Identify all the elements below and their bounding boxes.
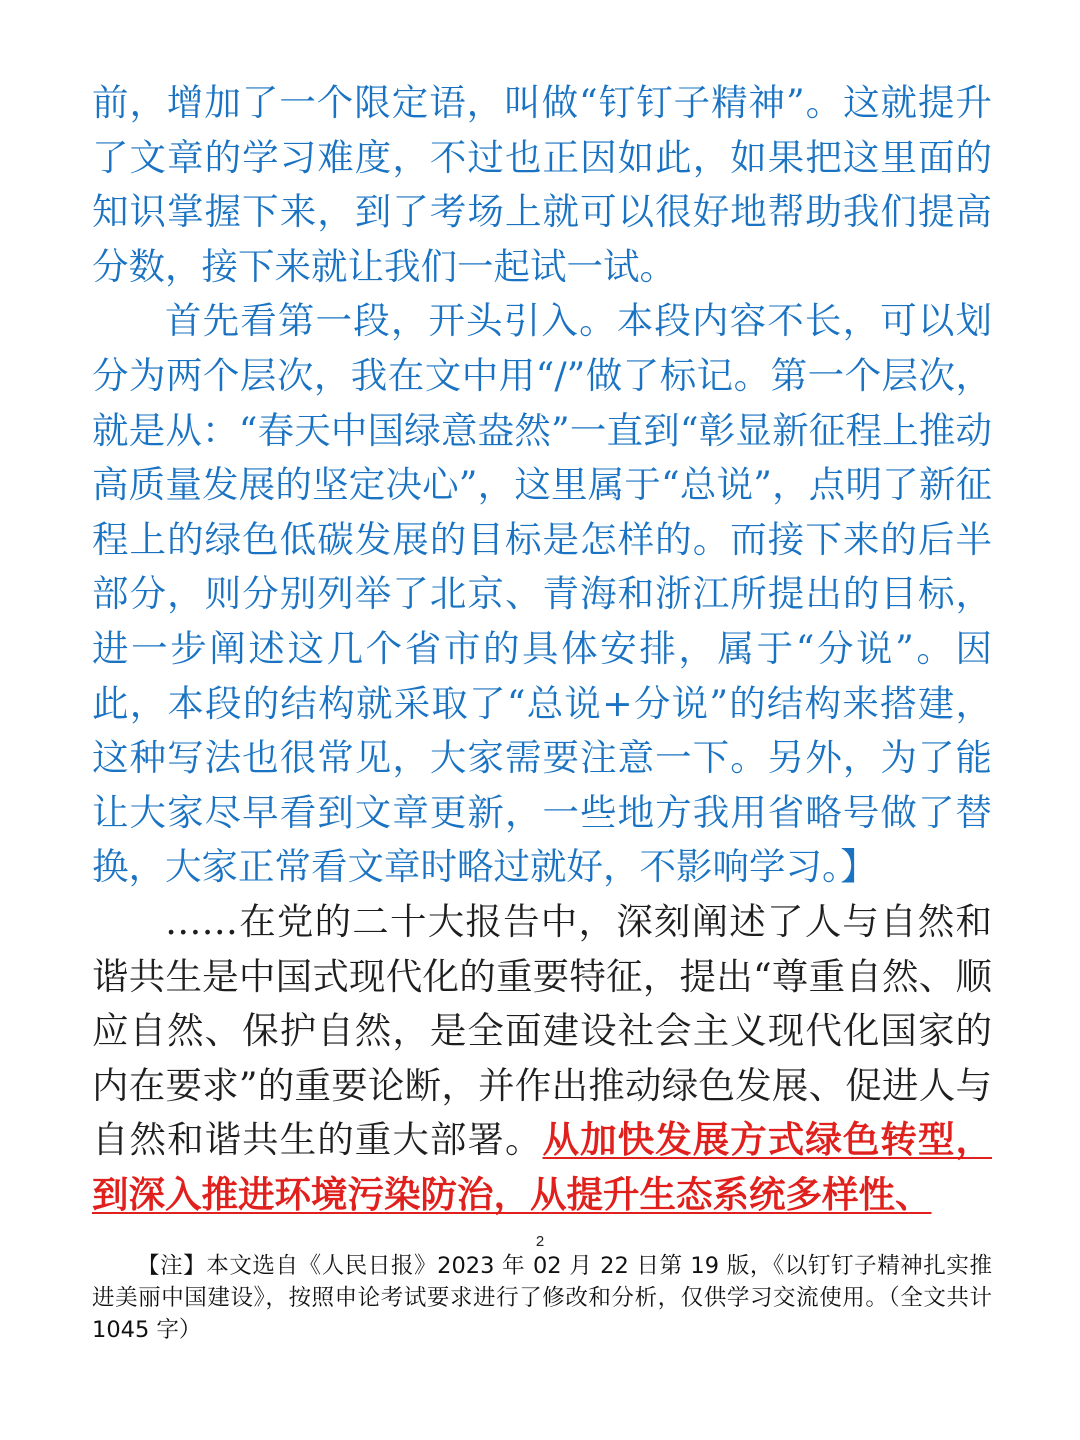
article-paragraph xyxy=(92,895,992,1223)
analysis-paragraph-structure: 首先看第一段，开头引入。本段内容不长，可以划分为两个层次，我在文中用“/”做了标记。第一个层次，就是从：“春天中国绿意盎然”一直到“彰显新征程上推动高质量发展的坚定决心”，这里属于“总说”，点明了新征程上的绿色低碳发展的目标是怎样的。而接下来的后半部分，则分别列举了北京、青海和浙江所提出的目标，进一步阐述这几个省市的具体安排，属于“分说”。因此，本段的结构就采取了“总说+分说”的结构来搭建，这种写法也很常见，大家需要注意一下。另外，为了能让大家尽早看到文章更新，一些地方我用省略号做了替换，大家正常看文章时略过就好，不影响学习。】 xyxy=(92,299,992,889)
highlighted-sentence: 从加快发展方式绿色转型，到深入推进环境污染防治，从提升生态系统多样性、 xyxy=(92,1118,993,1216)
document-body xyxy=(92,76,992,1222)
analysis-paragraph-intro: 前，增加了一个限定语，叫做“钉钉子精神”。这就提升了文章的学习难度，不过也正因如此，如果把这里面的知识掌握下来，到了考场上就可以很好地帮助我们提高分数，接下来就让我们一起试一试。 xyxy=(92,81,992,288)
page-number: 2 xyxy=(535,1233,545,1250)
footnote: 【注】本文选自《人民日报》2023 年 02 月 22 日第 19 版，《以钉钉子精神扎实推进美丽中国建设》，按照申论考试要求进行了修改和分析，仅供学习交流使用。（全文共计 1045 字） xyxy=(92,1253,992,1343)
article-text: ……在党的二十大报告中，深刻阐述了人与自然和谐共生是中国式现代化的重要特征，提出“尊重自然、顺应自然、保护自然，是全面建设社会主义现代化国家的内在要求”的重要论断，并作出推动绿色发展、促进人与自然和谐共生的重大部署。 xyxy=(92,899,992,1162)
